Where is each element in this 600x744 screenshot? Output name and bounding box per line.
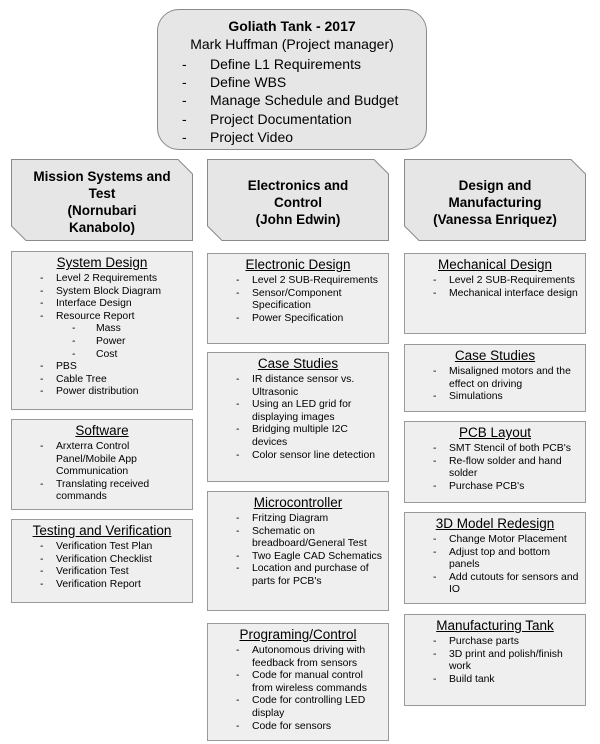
box-electronic-design (207, 253, 389, 344)
list-item: - Change Motor Placement (409, 534, 581, 547)
list-item: - 3D print and polish/finish work (409, 649, 581, 674)
list-item: - Build tank (409, 674, 581, 687)
list-item: - Code for sensors (212, 721, 384, 734)
list-item: - Purchase parts (409, 636, 581, 649)
list-subitem: - Power (16, 336, 188, 349)
task-list (212, 275, 384, 325)
team-name: Mission Systems and Test (Nornubari Kanabolo) (33, 169, 171, 235)
task-list (212, 645, 384, 733)
task-list (409, 443, 581, 493)
list-item: - Translating received commands (16, 479, 188, 504)
list-item: - Verification Test (16, 566, 188, 579)
box-title: Electronic Design (245, 257, 351, 272)
list-item: - System Block Diagram (16, 286, 188, 299)
list-item: - Re-flow solder and hand solder (409, 456, 581, 481)
list-item: - Verification Checklist (16, 554, 188, 567)
box-title: Case Studies (454, 348, 536, 363)
list-item: - Simulations (409, 391, 581, 404)
task-list (409, 534, 581, 597)
box-title: Testing and Verification (32, 523, 172, 538)
task-list (409, 366, 581, 404)
task-list (16, 441, 188, 504)
list-item: - Power distribution (16, 386, 188, 399)
box-title: System Design (56, 255, 148, 270)
manager-task: - Project Video (182, 128, 426, 146)
box-title: 3D Model Redesign (435, 516, 555, 531)
team-mission-systems (11, 159, 193, 241)
task-list (409, 275, 581, 300)
task-list (16, 541, 188, 591)
manager-task: - Define WBS (182, 73, 426, 91)
manager-task: - Project Documentation (182, 110, 426, 128)
project-manager: Mark Huffman (Project manager) (190, 36, 394, 52)
project-title: Goliath Tank - 2017 (228, 18, 356, 34)
box-microcontroller (207, 491, 389, 611)
box-pcb-layout (404, 421, 586, 503)
task-list (409, 636, 581, 686)
list-item: - SMT Stencil of both PCB's (409, 443, 581, 456)
box-title: Case Studies (257, 356, 339, 371)
box-case-studies-design (404, 344, 586, 412)
manager-task: - Define L1 Requirements (182, 55, 426, 73)
list-item: - Code for manual control from wireless commands (212, 670, 384, 695)
box-testing-verification (11, 519, 193, 603)
box-title: Microcontroller (253, 495, 343, 510)
list-item: - IR distance sensor vs. Ultrasonic (212, 374, 384, 399)
list-item: - Misaligned motors and the effect on driving (409, 366, 581, 391)
list-item: - Schematic on breadboard/General Test (212, 526, 384, 551)
box-title: Software (75, 423, 129, 438)
list-item: - Using an LED grid for displaying images (212, 399, 384, 424)
list-item: - PBS (16, 361, 188, 374)
list-item: - Code for controlling LED display (212, 695, 384, 720)
box-mechanical-design (404, 253, 586, 334)
box-system-design (11, 251, 193, 410)
list-item: - Two Eagle CAD Schematics (212, 551, 384, 564)
box-title: Manufacturing Tank (436, 618, 554, 633)
list-item: - Verification Report (16, 579, 188, 592)
task-list (212, 513, 384, 589)
list-item: - Adjust top and bottom panels (409, 547, 581, 572)
list-item: - Level 2 Requirements (16, 273, 188, 286)
box-3d-model-redesign (404, 512, 586, 604)
list-item: - Autonomous driving with feedback from sensors (212, 645, 384, 670)
box-software (11, 419, 193, 510)
list-item: - Power Specification (212, 313, 384, 326)
list-item: - Color sensor line detection (212, 450, 384, 463)
list-item: - Fritzing Diagram (212, 513, 384, 526)
list-item: - Arxterra Control Panel/Mobile App Communication (16, 441, 188, 479)
list-item: - Mechanical interface design (409, 288, 581, 301)
list-item: - Sensor/Component Specification (212, 288, 384, 313)
manager-task: - Manage Schedule and Budget (182, 91, 426, 109)
project-manager-box (157, 9, 427, 150)
list-item: - Location and purchase of parts for PCB's (212, 563, 384, 588)
list-subitem: - Mass (16, 323, 188, 336)
box-manufacturing-tank (404, 614, 586, 706)
box-programing-control (207, 623, 389, 741)
box-title: PCB Layout (458, 425, 532, 440)
team-electronics-control (207, 159, 389, 241)
list-item: - Add cutouts for sensors and IO (409, 572, 581, 597)
list-item: - Cable Tree (16, 374, 188, 387)
manager-task-list (182, 55, 426, 146)
task-list (16, 273, 188, 399)
team-name: Electronics and Control (John Edwin) (247, 177, 349, 227)
list-item: - Bridging multiple I2C devices (212, 424, 384, 449)
list-item: - Resource Report (16, 311, 188, 324)
list-subitem: - Cost (16, 349, 188, 362)
list-item: - Level 2 SUB-Requirements (212, 275, 384, 288)
box-case-studies-electronics (207, 352, 389, 482)
box-title: Mechanical Design (437, 257, 553, 272)
team-design-manufacturing (404, 159, 586, 241)
list-item: - Level 2 SUB-Requirements (409, 275, 581, 288)
task-list (212, 374, 384, 462)
list-item: - Interface Design (16, 298, 188, 311)
list-item: - Verification Test Plan (16, 541, 188, 554)
team-name: Design and Manufacturing (Vanessa Enriquez) (433, 177, 557, 227)
box-title: Programing/Control (239, 627, 357, 642)
list-item: - Purchase PCB's (409, 481, 581, 494)
